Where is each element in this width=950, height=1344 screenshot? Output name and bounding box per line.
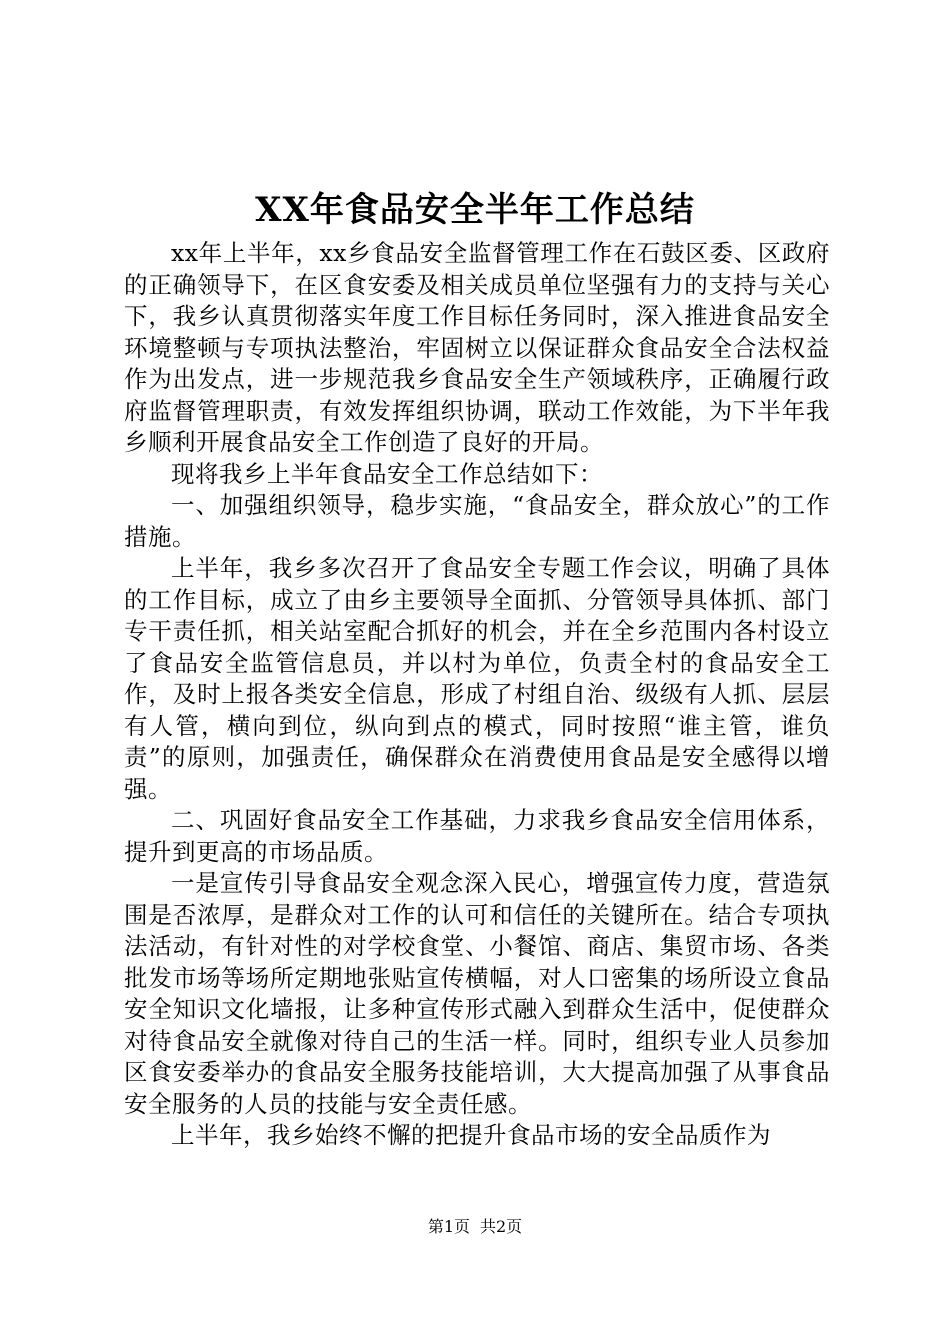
page-total: 共2页	[480, 1217, 523, 1236]
paragraph-summary-lead: 现将我乡上半年食品安全工作总结如下：	[171, 459, 603, 488]
paragraph-market-quality: 上半年，我乡始终不懈的把提升食品市场的安全品质作为	[171, 1121, 771, 1149]
document-body	[124, 238, 830, 1152]
paragraph-intro: xx年上半年，xx乡食品安全监督管理工作在石鼓区委、区政府的正确领导下，在区食安委及相关成员单位坚强有力的支持与关心下，我乡认真贯彻落实年度工作目标任务同时，深入推进食品安全环境整顿与专项执法整治，牢固树立以保证群众食品安全合法权益作为出发点，进一步规范我乡食品安全生产领域秩序，正确履行政府监督管理职责，有效发挥组织协调，联动工作效能，为下半年我乡顺利开展食品安全工作创造了良好的开局。	[124, 239, 830, 456]
paragraph-section-1: 上半年，我乡多次召开了食品安全专题工作会议，明确了具体的工作目标，成立了由乡主要领导全面抓、分管领导具体抓、部门专干责任抓，相关站室配合抓好的机会，并在全乡范围内各村设立了食品安全监管信息员，并以村为单位，负责全村的食品安全工作，及时上报各类安全信息，形成了村组自治、级级有人抓、层层有人管，横向到位，纵向到点的模式，同时按照“谁主管，谁负责”的原则，加强责任，确保群众在消费使用食品是安全感得以增强。	[124, 554, 830, 803]
page-number: 第1页	[427, 1217, 470, 1236]
section-heading-1: 一、加强组织领导，稳步实施，“食品安全，群众放心”的工作措施。	[124, 491, 830, 551]
section-heading-2: 二、巩固好食品安全工作基础，力求我乡食品安全信用体系，提升到更高的市场品质。	[124, 806, 830, 866]
paragraph-publicity: 一是宣传引导食品安全观念深入民心，增强宣传力度，营造氛围是否浓厚，是群众对工作的认可和信任的关键所在。结合专项执法活动，有针对性的对学校食堂、小餐馆、商店、集贸市场、各类批发市场等场所定期地张贴宣传横幅，对人口密集的场所设立食品安全知识文化墙报，让多种宣传形式融入到群众生活中，促使群众对待食品安全就像对待自己的生活一样。同时，组织专业人员参加区食安委举办的食品安全服务技能培训，大大提高加强了从事食品安全服务的人员的技能与安全责任感。	[124, 869, 830, 1118]
page-title: XX年食品安全半年工作总结	[255, 190, 695, 230]
page-footer	[0, 1216, 950, 1238]
